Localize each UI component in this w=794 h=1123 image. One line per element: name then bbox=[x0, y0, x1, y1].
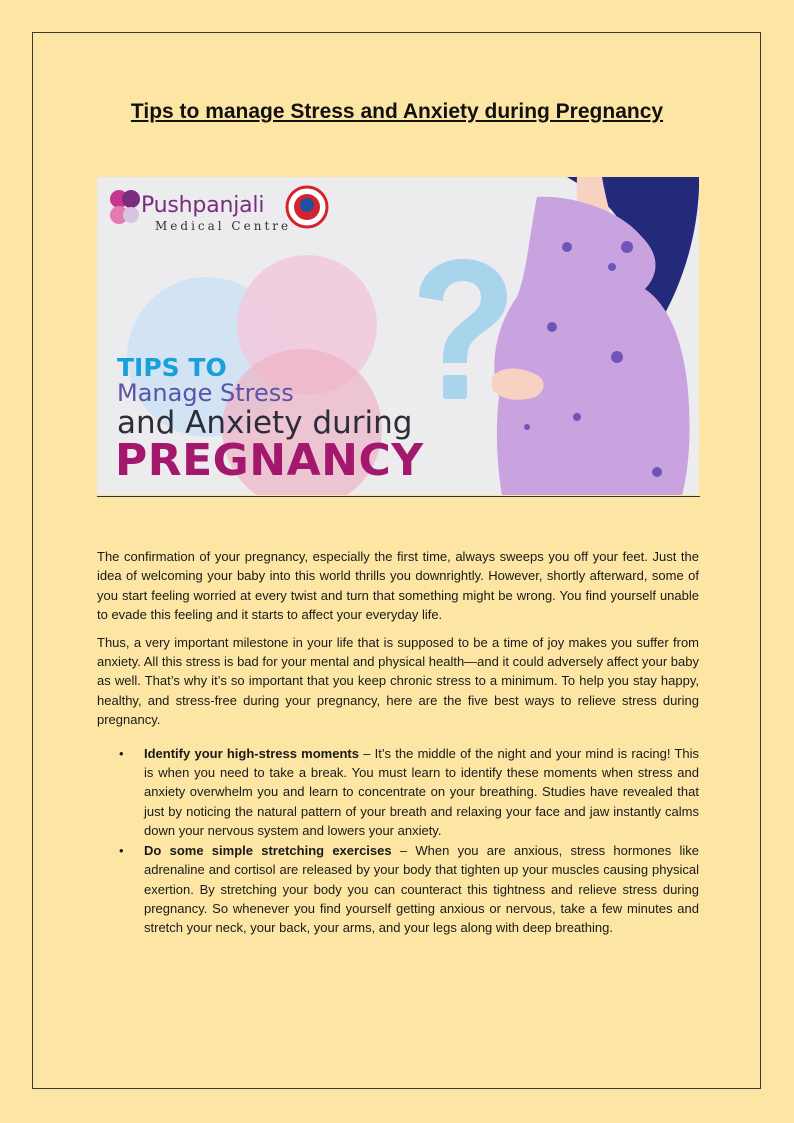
article-body bbox=[97, 547, 699, 938]
banner-heading-line4: PREGNANCY bbox=[115, 435, 424, 486]
banner-heading-line1: TIPS TO bbox=[117, 353, 227, 382]
tips-list bbox=[97, 744, 699, 938]
paragraph-milestone: Thus, a very important milestone in your life that is supposed to be a time of joy makes you suffer from anxiety. All this stress is bad for your mental and physical health—and it could adversely affect your baby as well. That’s why it’s so important that you keep chronic stress to a minimum. To help you stay happy, healthy, and stress-free during your pregnancy, here are the five best ways to relieve stress during pregnancy. bbox=[97, 634, 699, 728]
nabh-badge-icon bbox=[287, 187, 327, 227]
tip-text: – It’s the middle of the night and your mind is racing! This is when you need to take a break. You must learn to identify these moments when stress and anxiety overwhelm you and learn to concentrate on your breathing. Studies have revealed that just by noticing the natural pattern of your breath and relaxing your face and jaw instantly calms down your nervous system and lowers your anxiety. bbox=[144, 745, 699, 839]
banner-divider bbox=[97, 496, 700, 497]
banner-heading-line2: Manage Stress bbox=[117, 379, 294, 407]
list-item bbox=[119, 744, 699, 841]
logo-name: Pushpanjali bbox=[141, 193, 265, 218]
paragraph-intro: The confirmation of your pregnancy, especially the first time, always sweeps you off your feet. Just the idea of welcoming your baby into this world thrills you downrightly. However, shortly afterward, some of you start feeling worried at every twist and turn that something might be wrong. You find yourself unable to evade this feeling and it starts to affect your everyday life. bbox=[97, 549, 699, 623]
pushpanjali-logo-icon bbox=[110, 190, 140, 224]
bullet-icon: • bbox=[119, 745, 124, 761]
bullet-icon: • bbox=[119, 842, 124, 858]
tip-heading: Identify your high-stress moments bbox=[144, 745, 359, 761]
list-item bbox=[119, 841, 699, 938]
banner-heading-line3: and Anxiety during bbox=[117, 405, 413, 441]
logo-subtitle: Medical Centre bbox=[155, 219, 292, 233]
tip-heading: Do some simple stretching exercises bbox=[144, 842, 392, 858]
tip-text: – When you are anxious, stress hormones like adrenaline and cortisol are released by your body that tighten up your muscles causing physical exertion. By stretching your body you can counteract this tightness and relieve stress during pregnancy. So whenever you find yourself getting anxious or nervous, take a few minutes and stretch your neck, your back, your arms, and your legs along with deep breathing. bbox=[144, 842, 699, 936]
page-title: Tips to manage Stress and Anxiety during Pregnancy bbox=[130, 100, 664, 123]
banner-image bbox=[97, 177, 699, 495]
